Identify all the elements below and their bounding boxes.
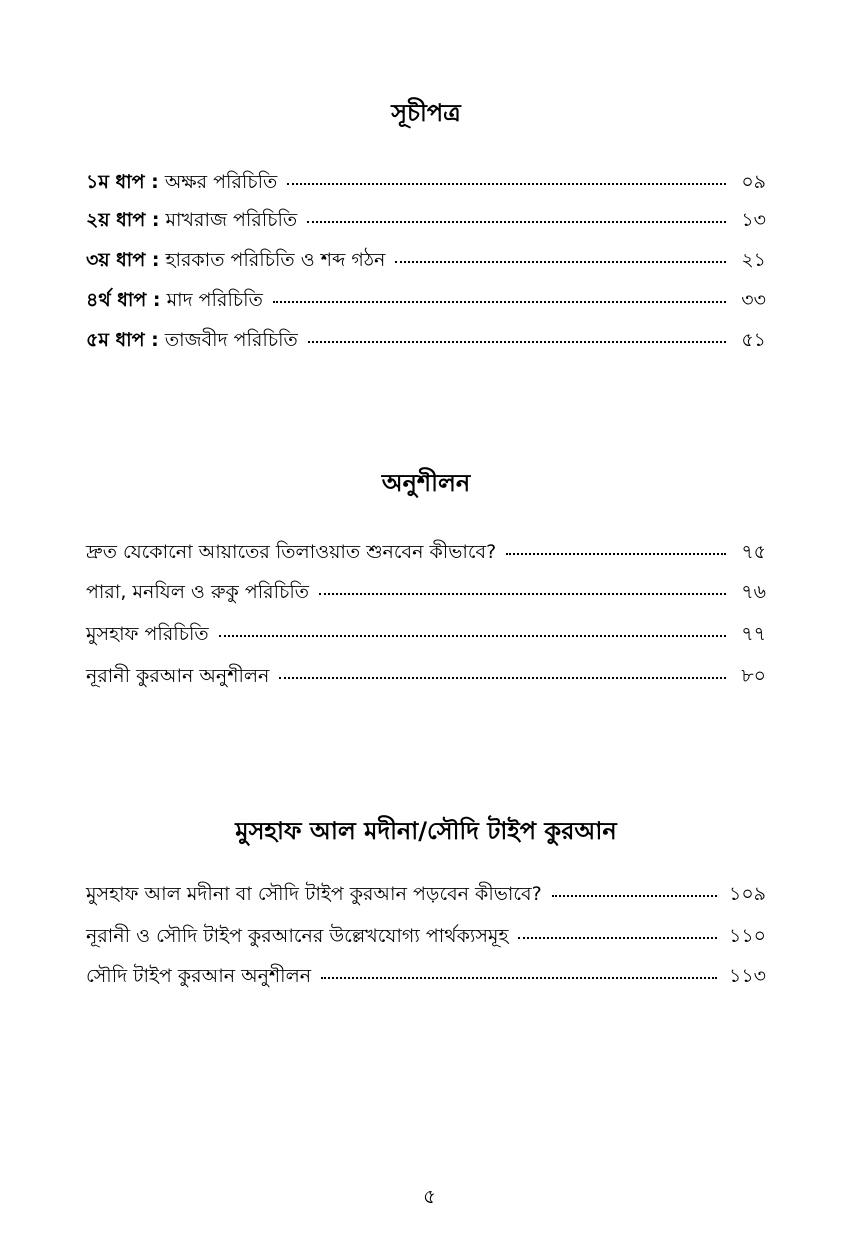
entry-title: সৌদি টাইপ কুরআন অনুশীলন [86,965,312,987]
entry-label [86,286,263,314]
dot-leader [273,301,726,303]
toc-entry[interactable] [86,962,766,990]
entry-prefix: ৫ম ধাপ : [86,329,159,351]
entry-label [86,326,298,354]
dot-leader [321,977,717,979]
dot-leader [307,221,726,223]
entry-page-number: ১০৯ [728,883,766,905]
dot-leader [518,937,717,939]
dot-leader [308,341,726,343]
entry-label [86,206,297,234]
entry-page-number: ২১ [741,249,766,271]
entry-page-number: ৫১ [741,329,766,351]
toc-entry[interactable] [86,880,766,908]
toc-entry[interactable] [86,662,766,690]
entry-title: নূরানী কুরআন অনুশীলন [86,665,270,687]
entry-title: মুসহাফ পরিচিতি [86,623,209,645]
page-number: ৫ [423,1184,436,1208]
entry-prefix: ৪র্থ ধাপ : [86,289,161,311]
entry-page-number: ১৩ [741,209,766,231]
dot-leader [219,635,726,637]
entry-page-number: ১১৩ [728,965,766,987]
entry-page-number: ৭৬ [741,581,766,603]
toc-entry[interactable] [86,168,766,196]
entry-page-number: ৮০ [741,665,766,687]
entry-title: মুসহাফ আল মদীনা বা সৌদি টাইপ কুরআন পড়বেন কীভাবে? [86,883,542,905]
entry-label [86,168,277,196]
dot-leader [506,553,726,555]
entry-page-number: ৭৭ [741,623,766,645]
entry-prefix: ২য় ধাপ : [86,209,160,231]
entry-title: তাজবীদ পরিচিতি [164,329,298,351]
entry-page-number: ৩৩ [741,289,766,311]
entry-title: অক্ষর পরিচিতি [164,171,278,193]
entry-title: মাদ পরিচিতি [166,289,263,311]
entry-title: মাখরাজ পরিচিতি [165,209,298,231]
entry-title: নূরানী ও সৌদি টাইপ কুরআনের উল্লেখযোগ্য পার্থক্যসমূহ [86,925,509,947]
dot-leader [319,593,726,595]
dot-leader [287,183,726,185]
entry-title: পারা, মনযিল ও রুকু পরিচিতি [86,581,310,603]
entry-title: দ্রুত যেকোনো আয়াতের তিলাওয়াত শুনবেন কীভাবে? [86,541,497,563]
entry-prefix: ৩য় ধাপ : [86,249,160,271]
toc-entry[interactable] [86,922,766,950]
toc-entry[interactable] [86,246,766,274]
dot-leader [395,261,726,263]
toc-entry[interactable] [86,538,766,566]
section-title: মুসহাফ আল মদীনা/সৌদি টাইপ কুরআন [235,817,617,845]
dot-leader [552,895,717,897]
section-title: অনুশীলন [381,469,471,497]
toc-entry[interactable] [86,578,766,606]
toc-entry[interactable] [86,326,766,354]
dot-leader [279,677,726,679]
entry-page-number: ০৯ [741,171,766,193]
entry-prefix: ১ম ধাপ : [86,171,159,193]
entry-title: হারকাত পরিচিতি ও শব্দ গঠন [165,249,386,271]
toc-entry[interactable] [86,286,766,314]
toc-entry[interactable] [86,620,766,648]
entry-page-number: ৭৫ [741,541,766,563]
section-title: সূচীপত্র [391,99,461,127]
toc-entry[interactable] [86,206,766,234]
entry-page-number: ১১০ [728,925,766,947]
entry-label [86,246,385,274]
